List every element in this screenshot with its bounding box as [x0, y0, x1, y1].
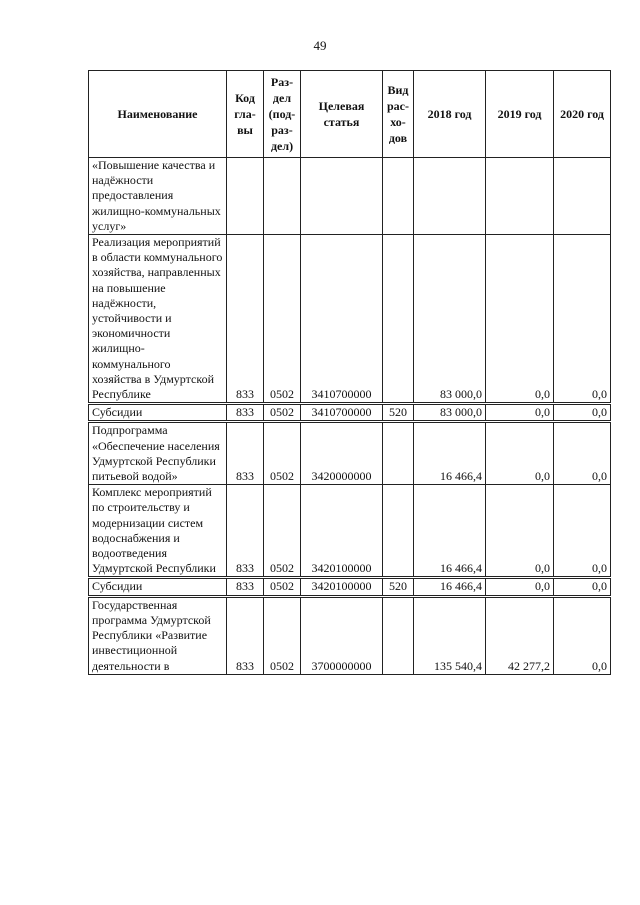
cell-target: 3700000000	[301, 596, 383, 674]
cell-type	[383, 485, 414, 578]
cell-section: 0502	[264, 235, 301, 404]
cell-2019: 0,0	[486, 235, 554, 404]
header-row	[89, 71, 611, 158]
header-2020: 2020 год	[554, 71, 611, 158]
cell-2019	[486, 158, 554, 235]
cell-type: 520	[383, 404, 414, 422]
table-row	[89, 578, 611, 596]
cell-2018	[414, 158, 486, 235]
cell-name: Государственная программа Удмуртской Республики «Развитие инвестиционной деятельности в	[89, 596, 227, 674]
table-row	[89, 404, 611, 422]
cell-type	[383, 422, 414, 485]
budget-table	[88, 70, 611, 675]
table-row	[89, 485, 611, 578]
cell-2019: 42 277,2	[486, 596, 554, 674]
header-2018: 2018 год	[414, 71, 486, 158]
cell-2019: 0,0	[486, 578, 554, 596]
cell-section	[264, 158, 301, 235]
table-row	[89, 158, 611, 235]
cell-2018: 83 000,0	[414, 235, 486, 404]
cell-code: 833	[227, 235, 264, 404]
cell-section: 0502	[264, 485, 301, 578]
cell-code: 833	[227, 578, 264, 596]
table-row	[89, 235, 611, 404]
cell-target: 3420000000	[301, 422, 383, 485]
cell-2020: 0,0	[554, 578, 611, 596]
cell-code: 833	[227, 404, 264, 422]
cell-type	[383, 235, 414, 404]
header-target: Целевая статья	[301, 71, 383, 158]
cell-name: Субсидии	[89, 404, 227, 422]
header-code: Код гла- вы	[227, 71, 264, 158]
cell-2019: 0,0	[486, 485, 554, 578]
cell-code: 833	[227, 422, 264, 485]
cell-code: 833	[227, 485, 264, 578]
header-name: Наименование	[89, 71, 227, 158]
cell-2020	[554, 158, 611, 235]
cell-name: «Повышение качества и надёжности предоставления жилищно-коммунальных услуг»	[89, 158, 227, 235]
cell-section: 0502	[264, 422, 301, 485]
cell-type: 520	[383, 578, 414, 596]
cell-name: Субсидии	[89, 578, 227, 596]
header-section: Раз- дел (под- раз- дел)	[264, 71, 301, 158]
cell-name: Подпрограмма «Обеспечение населения Удмуртской Республики питьевой водой»	[89, 422, 227, 485]
cell-target: 3410700000	[301, 235, 383, 404]
cell-code: 833	[227, 596, 264, 674]
cell-2018: 16 466,4	[414, 578, 486, 596]
cell-2020: 0,0	[554, 596, 611, 674]
cell-2020: 0,0	[554, 422, 611, 485]
header-type: Вид рас- хо- дов	[383, 71, 414, 158]
cell-2019: 0,0	[486, 404, 554, 422]
cell-2018: 16 466,4	[414, 485, 486, 578]
cell-2020: 0,0	[554, 485, 611, 578]
cell-target	[301, 158, 383, 235]
cell-type	[383, 596, 414, 674]
cell-section: 0502	[264, 578, 301, 596]
cell-2018: 135 540,4	[414, 596, 486, 674]
cell-2018: 16 466,4	[414, 422, 486, 485]
table-row	[89, 422, 611, 485]
cell-target: 3420100000	[301, 578, 383, 596]
header-2019: 2019 год	[486, 71, 554, 158]
cell-name: Комплекс мероприятий по строительству и модернизации систем водоснабжения и водоотведения Удмуртской Республики	[89, 485, 227, 578]
cell-target: 3420100000	[301, 485, 383, 578]
cell-2019: 0,0	[486, 422, 554, 485]
cell-2018: 83 000,0	[414, 404, 486, 422]
cell-section: 0502	[264, 596, 301, 674]
cell-2020: 0,0	[554, 235, 611, 404]
cell-type	[383, 158, 414, 235]
cell-section: 0502	[264, 404, 301, 422]
cell-name: Реализация мероприятий в области коммунального хозяйства, направленных на повышение надёжности, устойчивости и экономичности жилищно-коммунального хозяйства в Удмуртской Республике	[89, 235, 227, 404]
cell-code	[227, 158, 264, 235]
cell-2020: 0,0	[554, 404, 611, 422]
table-row	[89, 596, 611, 674]
cell-target: 3410700000	[301, 404, 383, 422]
page-number: 49	[313, 38, 327, 53]
